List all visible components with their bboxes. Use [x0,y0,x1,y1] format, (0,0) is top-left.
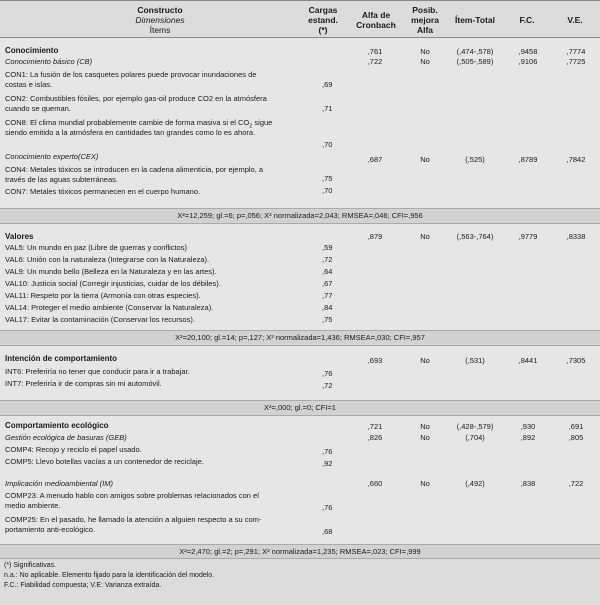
alfa-value: ,879 [367,232,383,241]
ve-value: ,722 [568,479,584,488]
item-loading: ,72 [322,255,333,264]
item-loading: ,72 [322,381,333,390]
item-text: portamiento anti-ecológico. [5,525,96,534]
item-loading: ,68 [322,527,333,536]
fc-value: ,930 [520,422,536,431]
dimension-label: Gestión ecológica de basuras (GEB) [5,433,127,442]
footnote: (*) Significativas. [4,562,57,569]
item-text: COMP23: A menudo hablo con amigos sobre problemas relacionados con el [5,491,259,500]
ve-value: ,7305 [566,356,586,365]
item-loading: ,76 [322,447,333,456]
header-constructo [95,5,225,35]
item-loading: ,70 [322,140,333,149]
item-text-part: sigue [252,118,273,127]
alfa-value: ,722 [367,57,383,66]
item-text-part: CON8: El clima mundial probablemente cambie de forma masiva si el CO [5,118,250,127]
item-loading: ,77 [322,291,333,300]
item-total-value: (,474-,578) [456,47,494,56]
fc-value: ,9458 [518,47,538,56]
header-fc: F.C. [519,15,535,25]
fc-value: ,8441 [518,356,538,365]
header-cargas-1: Cargas [308,5,338,15]
fit-text: X²=12,259; gl.=6; p=,056; X² normalizada=2,043; RMSEA=,046; CFI=,956 [177,211,423,220]
item-loading: ,84 [322,303,333,312]
item-text: VAL14: Proteger el medio ambiente (Conservar la Naturaleza). [5,303,214,312]
footnote: n.a.: No aplicable. Elemento fijado para la identificación del modelo. [4,572,215,579]
ve-value: ,691 [568,422,584,431]
posib-value: No [420,479,430,488]
fit-text: X²=,000; gl.=0; CFI=1 [264,403,336,412]
item-total-value: (,505-,589) [456,57,494,66]
header-ve: V.E. [567,15,583,25]
posib-value: No [420,232,430,241]
item-text: cuando se queman. [5,104,71,113]
item-loading: ,70 [322,186,333,195]
item-total-value: (,525) [465,155,485,164]
item-text: VAL17: Evitar la contaminación (Conservar los recursos). [5,315,195,324]
fit-indices [0,544,600,559]
item-text: VAL11: Respeto por la tierra (Armonía con otras especies). [5,291,201,300]
dimension-label: Implicación medioambiental (IM) [5,479,113,488]
posib-value: No [420,422,430,431]
header-posib-2: mejora [411,15,439,25]
header-alfa-2: Cronbach [356,20,396,30]
alfa-value: ,660 [367,479,383,488]
fc-value: ,892 [520,433,536,442]
fit-indices [0,330,600,346]
item-total-value: (,428-,579) [456,422,494,431]
posib-value: No [420,155,430,164]
ve-value: ,7842 [566,155,586,164]
item-text: CON4: Metales tóxicos se introducen en la cadena alimenticia, por ejemplo, a [5,165,264,174]
fit-text: X²=20,100; gl.=14; p=,127; X² normalizada=1,436; RMSEA=,030; CFI=,957 [175,333,425,342]
ve-value: ,7725 [566,57,586,66]
ve-value: ,805 [568,433,584,442]
header-dimensiones: Dimensiones [135,15,185,25]
fc-value: ,9106 [518,57,538,66]
item-loading: ,59 [322,243,333,252]
fc-value: ,9779 [518,232,538,241]
item-text-subscript: 2 [249,123,253,130]
header-items: Ítems [149,25,171,35]
item-text: CON7: Metales tóxicos permanecen en el cuerpo humano. [5,187,201,196]
item-total-value: (,531) [465,356,485,365]
fc-value: ,8789 [518,155,538,164]
table-header [0,0,600,38]
ve-value: ,8338 [566,232,586,241]
header-cargas-2: estand. [308,15,338,25]
item-text: COMP4: Recojo y reciclo el papel usado. [5,445,142,454]
header-item-total: Ítem-Total [455,15,495,25]
item-text: través de las aguas subterráneas. [5,175,118,184]
header-cargas-3: (*) [318,25,328,35]
item-text: VAL6: Unión con la naturaleza (Integrarse con la Naturaleza). [5,255,210,264]
fc-value: ,838 [520,479,536,488]
fit-text: X²=2,470; gl.=2; p=,291; X² normalizada=1,235; RMSEA=,023; CFI=,999 [179,547,421,556]
header-posib [405,5,445,35]
item-text: siendo emitido a la atmósfera en cantidades tan grandes como lo es ahora. [5,128,256,137]
item-text: COMP25: En el pasado, he llamado la atención a alguien respecto a su com- [5,515,262,524]
item-loading: ,75 [322,315,333,324]
item-loading: ,69 [322,80,333,89]
section-title-intencion: Intención de comportamiento [5,354,118,363]
item-text: VAL5: Un mundo en paz (Libre de guerras y conflictos) [5,243,188,252]
item-loading: ,64 [322,267,333,276]
posib-value: No [420,47,430,56]
header-alfa-1: Alfa de [361,10,391,20]
item-loading: ,67 [322,279,333,288]
fit-indices [0,208,600,224]
item-total-value: (,704) [465,433,485,442]
fit-indices [0,400,600,416]
alfa-value: ,761 [367,47,383,56]
header-cargas [300,5,346,35]
item-text: medio ambiente. [5,501,61,510]
item-total-value: (,492) [465,479,485,488]
item-text: INT6: Preferiría no tener que conducir para ir a trabajar. [5,367,190,376]
item-loading: ,75 [322,174,333,183]
item-loading: ,76 [322,369,333,378]
section-title-valores: Valores [5,232,34,241]
item-text: COMP5: Llevo botellas vacías a un contenedor de reciclaje. [5,457,204,466]
item-loading: ,71 [322,104,333,113]
dimension-label: Conocimiento experto(CEX) [5,152,99,161]
header-posib-3: Alfa [416,25,434,35]
posib-value: No [420,433,430,442]
item-text: CON2: Combustibles fósiles, por ejemplo gas-oil produce CO2 en la atmósfera [5,94,267,103]
footnotes [4,561,214,591]
alfa-value: ,721 [367,422,383,431]
alfa-value: ,687 [367,155,383,164]
section-title-conocimiento: Conocimiento [5,46,59,55]
header-posib-1: Posib. [412,5,438,15]
alfa-value: ,693 [367,356,383,365]
alfa-value: ,826 [367,433,383,442]
ve-value: ,7774 [566,47,586,56]
footnote: F.C.: Fiabilidad compuesta; V.E: Varianza extraída. [4,582,162,589]
item-loading: ,76 [322,503,333,512]
item-total-value: (,563-,764) [456,232,494,241]
dimension-label: Conocimiento básico (CB) [5,57,93,66]
item-text: INT7: Preferiría ir de compras sin mi automóvil. [5,379,162,388]
header-alfa [350,10,402,30]
item-text: CON1: La fusión de los casquetes polares puede provocar inundaciones de [5,70,257,79]
item-text: VAL10: Justicia social (Corregir injusticias, cuidar de los débiles). [5,279,221,288]
item-text: costas e islas. [5,80,53,89]
item-loading: ,92 [322,459,333,468]
item-text: VAL9: Un mundo bello (Belleza en la Naturaleza y en las artes). [5,267,217,276]
posib-value: No [420,57,430,66]
posib-value: No [420,356,430,365]
section-title-comportamiento: Comportamiento ecológico [5,421,109,430]
header-constructo-text: Constructo [137,5,183,15]
